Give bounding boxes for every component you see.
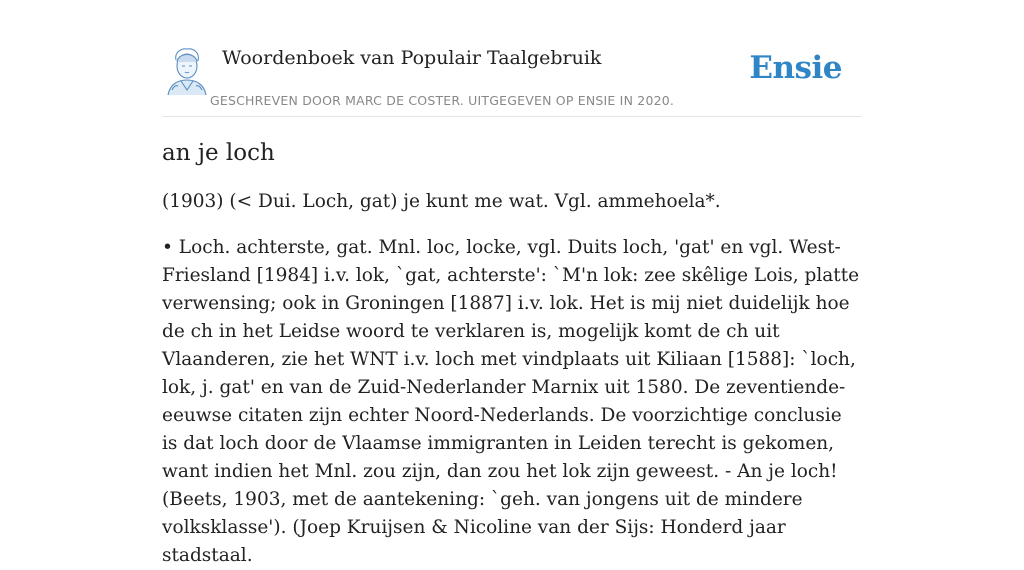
book-title[interactable]: Woordenboek van Populair Taalgebruik [222, 47, 602, 69]
dictionary-entry [162, 136, 862, 570]
site-header [162, 40, 862, 117]
entry-body: • Loch. achterste, gat. Mnl. loc, locke, vgl. Duits loch, 'gat' en vgl. West-Friesland [1984] i.v. lok, `gat, achterste': `M'n lok: zee skêlige Lois, platte verwensing; ook in Groningen [1887] i.v. lok. Het is mij niet duidelijk hoe de ch in het Leidse woord te verklaren is, mogelijk komt de ch uit Vlaanderen, zie het WNT i.v. loch met vindplaats uit Kiliaan [1588]: `loch, lok, j. gat' en van de Zuid-Nederlander Marnix uit 1580. De zeventiende-eeuwse citaten zijn echter Noord-Nederlands. De voorzichtige conclusie is dat loch door de Vlaamse immigranten in Leiden terecht is gekomen, want indien het Mnl. zou zijn, dan zou het lok zijn geweest. - An je loch! (Beets, 1903, met de aantekening: `geh. van jongens uit de mindere volksklasse'). (Joep Kruijsen & Nicoline van der Sijs: Honderd jaar stadstaal. [162, 237, 860, 566]
author-byline: GESCHREVEN DOOR MARC DE COSTER. UITGEGEVEN OP ENSIE IN 2020. [210, 93, 675, 108]
entry-summary: (1903) (< Dui. Loch, gat) je kunt me wat. Vgl. ammehoela*. [162, 191, 721, 212]
author-portrait-icon[interactable] [164, 46, 210, 96]
entry-term: an je loch [162, 140, 275, 166]
ensie-logo-link[interactable]: Ensie [749, 50, 842, 86]
